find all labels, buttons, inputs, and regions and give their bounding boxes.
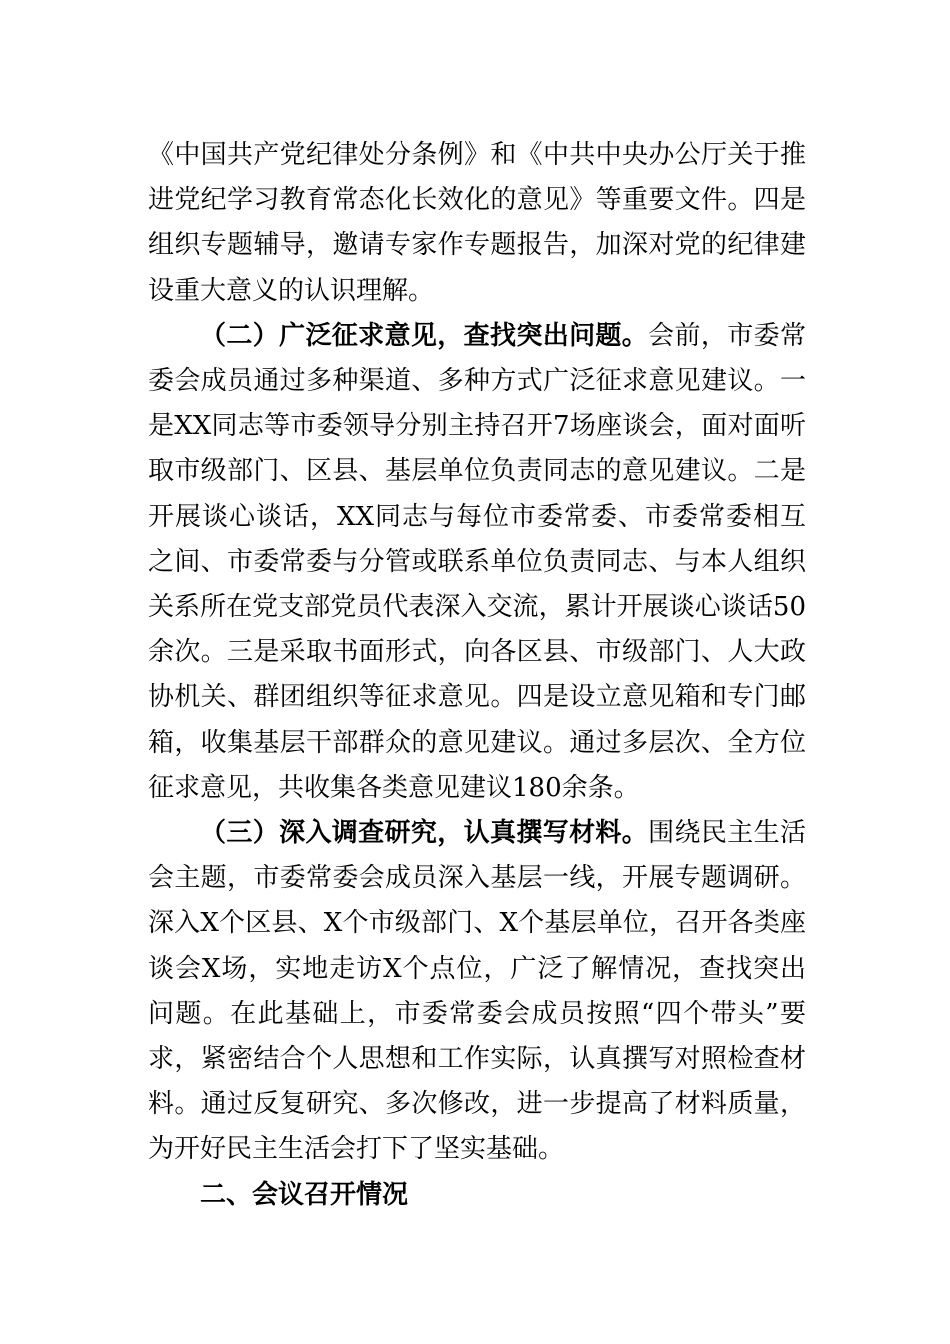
paragraph-research [148, 811, 806, 1173]
subheading-research: （三）深入调查研究，认真撰写材料。 [200, 818, 649, 849]
section-heading-meeting: 二、会议召开情况 [200, 1179, 409, 1210]
paragraph-research-body: 围绕民主生活会主题，市委常委会成员深入基层一线，开展专题调研。深入X个区县、X个市级部门、X个基层单位，召开各类座谈会X场，实地走访X个点位，广泛了解情况，查找突出问题。在此基础上，市委常委会成员按照“四个带头”要求，紧密结合个人思想和工作实际，认真撰写对照检查材料。通过反复研究、多次修改，进一步提高了材料质量，为开好民主生活会打下了坚实基础。 [148, 818, 806, 1165]
subheading-solicit-opinions: （二）广泛征求意见，查找突出问题。 [200, 320, 649, 351]
paragraph-solicit-opinions-body: 会前，市委常委会成员通过多种渠道、多种方式广泛征求意见建议。一是XX同志等市委领导分别主持召开7场座谈会，面对面听取市级部门、区县、基层单位负责同志的意见建议。二是开展谈心谈话，XX同志与每位市委常委、市委常委相互之间、市委常委与分管或联系单位负责同志、与本人组织关系所在党支部党员代表深入交流，累计开展谈心谈话50余次。三是采取书面形式，向各区县、市级部门、人大政协机关、群团组织等征求意见。四是设立意见箱和专门邮箱，收集基层干部群众的意见建议。通过多层次、全方位征求意见，共收集各类意见建议180余条。 [148, 320, 806, 803]
paragraph-continuation: 《中国共产党纪律处分条例》和《中共中央办公厅关于推进党纪学习教育常态化长效化的意见》等重要文件。四是组织专题辅导，邀请专家作专题报告，加深对党的纪律建设重大意义的认识理解。 [148, 140, 806, 306]
paragraph-solicit-opinions [148, 314, 806, 811]
document-body [148, 133, 806, 1218]
